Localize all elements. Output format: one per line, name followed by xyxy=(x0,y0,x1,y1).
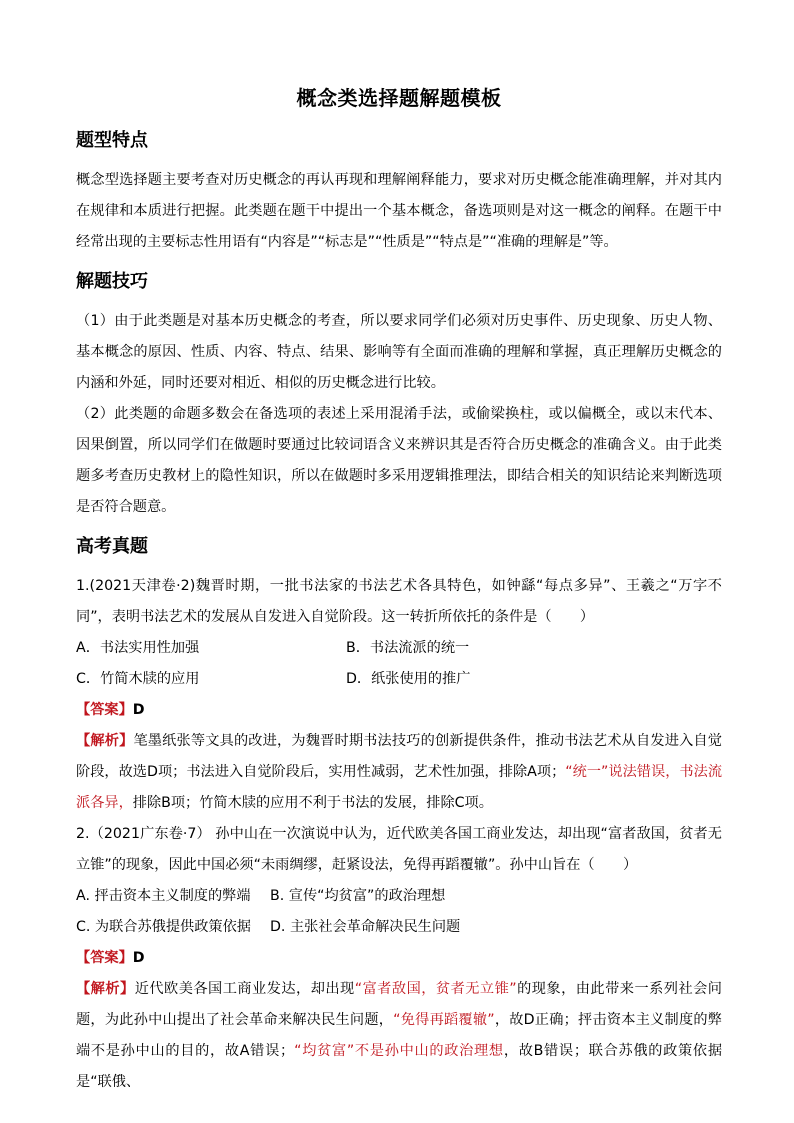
q1-option-d: D．纸张使用的推广 xyxy=(346,671,471,687)
q2-options-row-1 xyxy=(76,881,722,912)
analysis-text: ，故B错误；联合苏俄的政策依据是“联俄、 xyxy=(76,1043,723,1090)
q2-options-row-2 xyxy=(76,912,722,943)
question-1-stem: 1.(2021天津卷·2)魏晋时期，一批书法家的书法艺术各具特色，如钟繇“每点多异”、王羲之“万字不同”，表明书法艺术的发展从自发进入自觉阶段。这一转折所依托的条件是（ ） xyxy=(76,578,722,625)
analysis-text: 的现象，由此带来一系列社会问题，为此孙中山提出了社会革命来解决民生问题， xyxy=(76,981,722,1028)
q2-option-d: D. 主张社会革命解决民生问题 xyxy=(270,919,461,935)
skills-paragraph-1: （1）由于此类题是对基本历史概念的考查，所以要求同学们必须对历史事件、历史现象、历史人物、基本概念的原因、性质、内容、特点、结果、影响等有全面而准确的理解和掌握，真正理解历史概念的内涵和外延，同时还要对相近、相似的历史概念进行比较。 xyxy=(76,313,722,391)
section-heading-features: 题型特点 xyxy=(76,130,148,151)
q1-option-a: A．书法实用性加强 xyxy=(76,640,200,656)
skills-paragraph-2: （2）此类题的命题多数会在备选项的表述上采用混淆手法，或偷梁换柱，或以偏概全，或以末代本、因果倒置，所以同学们在做题时要通过比较词语含义来辨识其是否符合历史概念的准确含义。由于此类题多考查历史教材上的隐性知识，所以在做题时多采用逻辑推理法，即结合相关的知识结论来判断选项是否符合题意。 xyxy=(76,406,722,515)
q1-option-c: C．竹简木牍的应用 xyxy=(76,671,200,687)
question-1-answer xyxy=(76,695,722,726)
q1-option-b: B．书法流派的统一 xyxy=(346,640,470,656)
question-1-options xyxy=(76,633,722,695)
section-heading-skills: 解题技巧 xyxy=(76,271,148,292)
question-2-answer xyxy=(76,943,722,974)
question-2-analysis xyxy=(76,974,722,1098)
page-title: 概念类选择题解题模板 xyxy=(296,86,502,110)
analysis-highlight: “免得再蹈覆辙” xyxy=(393,1012,495,1028)
analysis-label: 【解析】 xyxy=(76,981,135,997)
answer-label: 【答案】 xyxy=(76,950,133,966)
analysis-text: 近代欧美各国工商业发达，却出现 xyxy=(134,981,355,997)
question-2-options xyxy=(76,881,722,943)
analysis-text-tail: 排除B项；竹简木牍的应用不利于书法的发展，排除C项。 xyxy=(132,795,493,811)
section-heading-exam: 高考真题 xyxy=(76,536,148,557)
answer-value: D xyxy=(132,702,145,718)
analysis-text: 笔墨纸张等文具的改进，为魏晋时期书法技巧的创新提供条件，推动书法艺术从自发进入自觉阶段，故选D项；书法进入自觉阶段后，实用性减弱，艺术性加强，排除A项； xyxy=(76,733,722,780)
analysis-text: ，故D正确；抨击资本主义制度的弊端不是孙中山的目的，故A错误； xyxy=(76,1012,722,1059)
answer-label: 【答案】 xyxy=(76,702,133,718)
q2-option-c: C. 为联合苏俄提供政策依据 xyxy=(76,919,251,935)
features-paragraph: 概念型选择题主要考查对历史概念的再认再现和理解阐释能力，要求对历史概念能准确理解，并对其内在规律和本质进行把握。此类题在题干中提出一个基本概念，备选项则是对这一概念的阐释。在题干中经常出现的主要标志性用语有“内容是”“标志是”“性质是”“特点是”“准确的理解是”等。 xyxy=(76,172,722,250)
q2-option-b: B. 宣传“均贫富”的政治理想 xyxy=(270,888,446,904)
analysis-highlight: “均贫富”不是孙中山的政治理想 xyxy=(294,1043,504,1059)
question-1-analysis xyxy=(76,726,722,819)
analysis-label: 【解析】 xyxy=(76,733,134,749)
analysis-highlight: “统一”说法错误，书法流派各异， xyxy=(76,764,723,811)
question-2-stem: 2.（2021广东卷·7） 孙中山在一次演说中认为，近代欧美各国工商业发达，却出现“富者敌国，贫者无立锥”的现象，因此中国必须“未雨绸缪，赶紧设法，免得再蹈覆辙”。孙中山旨在（ ） xyxy=(76,826,722,873)
answer-value: D xyxy=(132,950,145,966)
q2-option-a: A. 抨击资本主义制度的弊端 xyxy=(76,888,251,904)
analysis-highlight: “富者敌国，贫者无立锥” xyxy=(354,981,517,997)
